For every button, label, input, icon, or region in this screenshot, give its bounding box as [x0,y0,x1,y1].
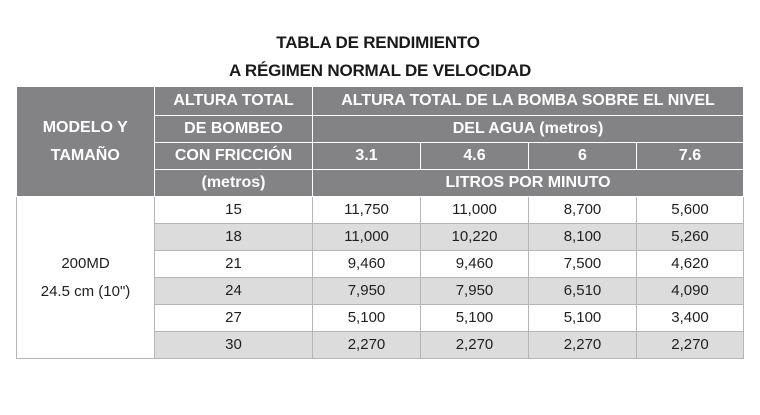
flow-cell: 7,500 [529,251,637,278]
head-cell: 27 [155,305,313,332]
flow-cell: 7,950 [313,278,421,305]
level-header: 6 [529,143,637,170]
flow-cell: 5,100 [313,305,421,332]
pump-height-header-line2: DEL AGUA (metros) [313,116,744,143]
flow-cell: 8,100 [529,224,637,251]
flow-cell: 7,950 [421,278,529,305]
flow-cell: 4,090 [637,278,744,305]
level-header: 7.6 [637,143,744,170]
flow-cell: 3,400 [637,305,744,332]
total-head-header-line1: ALTURA TOTAL [155,87,313,116]
flow-cell: 2,270 [529,332,637,359]
flow-cell: 4,620 [637,251,744,278]
flow-cell: 5,100 [529,305,637,332]
flow-cell: 2,270 [421,332,529,359]
flow-cell: 9,460 [421,251,529,278]
model-name: 200MD [61,254,110,272]
flow-cell: 8,700 [529,197,637,224]
model-size: 24.5 cm (10") [40,282,131,300]
level-header: 4.6 [421,143,529,170]
flow-cell: 10,220 [421,224,529,251]
flow-cell: 2,270 [637,332,744,359]
flow-units-header: LITROS POR MINUTO [313,170,744,197]
total-head-units: (metros) [155,170,313,197]
head-cell: 15 [155,197,313,224]
level-header: 3.1 [313,143,421,170]
head-cell: 21 [155,251,313,278]
total-head-header-line2: DE BOMBEO [155,116,313,143]
performance-table [16,86,744,359]
pump-height-header-line1: ALTURA TOTAL DE LA BOMBA SOBRE EL NIVEL [313,87,744,116]
flow-cell: 9,460 [313,251,421,278]
head-cell: 30 [155,332,313,359]
table-title: TABLA DE RENDIMIENTO [276,33,480,52]
head-cell: 24 [155,278,313,305]
model-size-header: MODELO Y TAMAÑO [17,87,155,197]
table-subtitle: A RÉGIMEN NORMAL DE VELOCIDAD [228,61,532,80]
flow-cell: 2,270 [313,332,421,359]
head-cell: 18 [155,224,313,251]
flow-cell: 6,510 [529,278,637,305]
flow-cell: 5,100 [421,305,529,332]
flow-cell: 5,260 [637,224,744,251]
flow-cell: 11,750 [313,197,421,224]
total-head-header-line3: CON FRICCIÓN [155,143,313,170]
flow-cell: 5,600 [637,197,744,224]
flow-cell: 11,000 [421,197,529,224]
flow-cell: 11,000 [313,224,421,251]
model-cell [17,197,155,359]
